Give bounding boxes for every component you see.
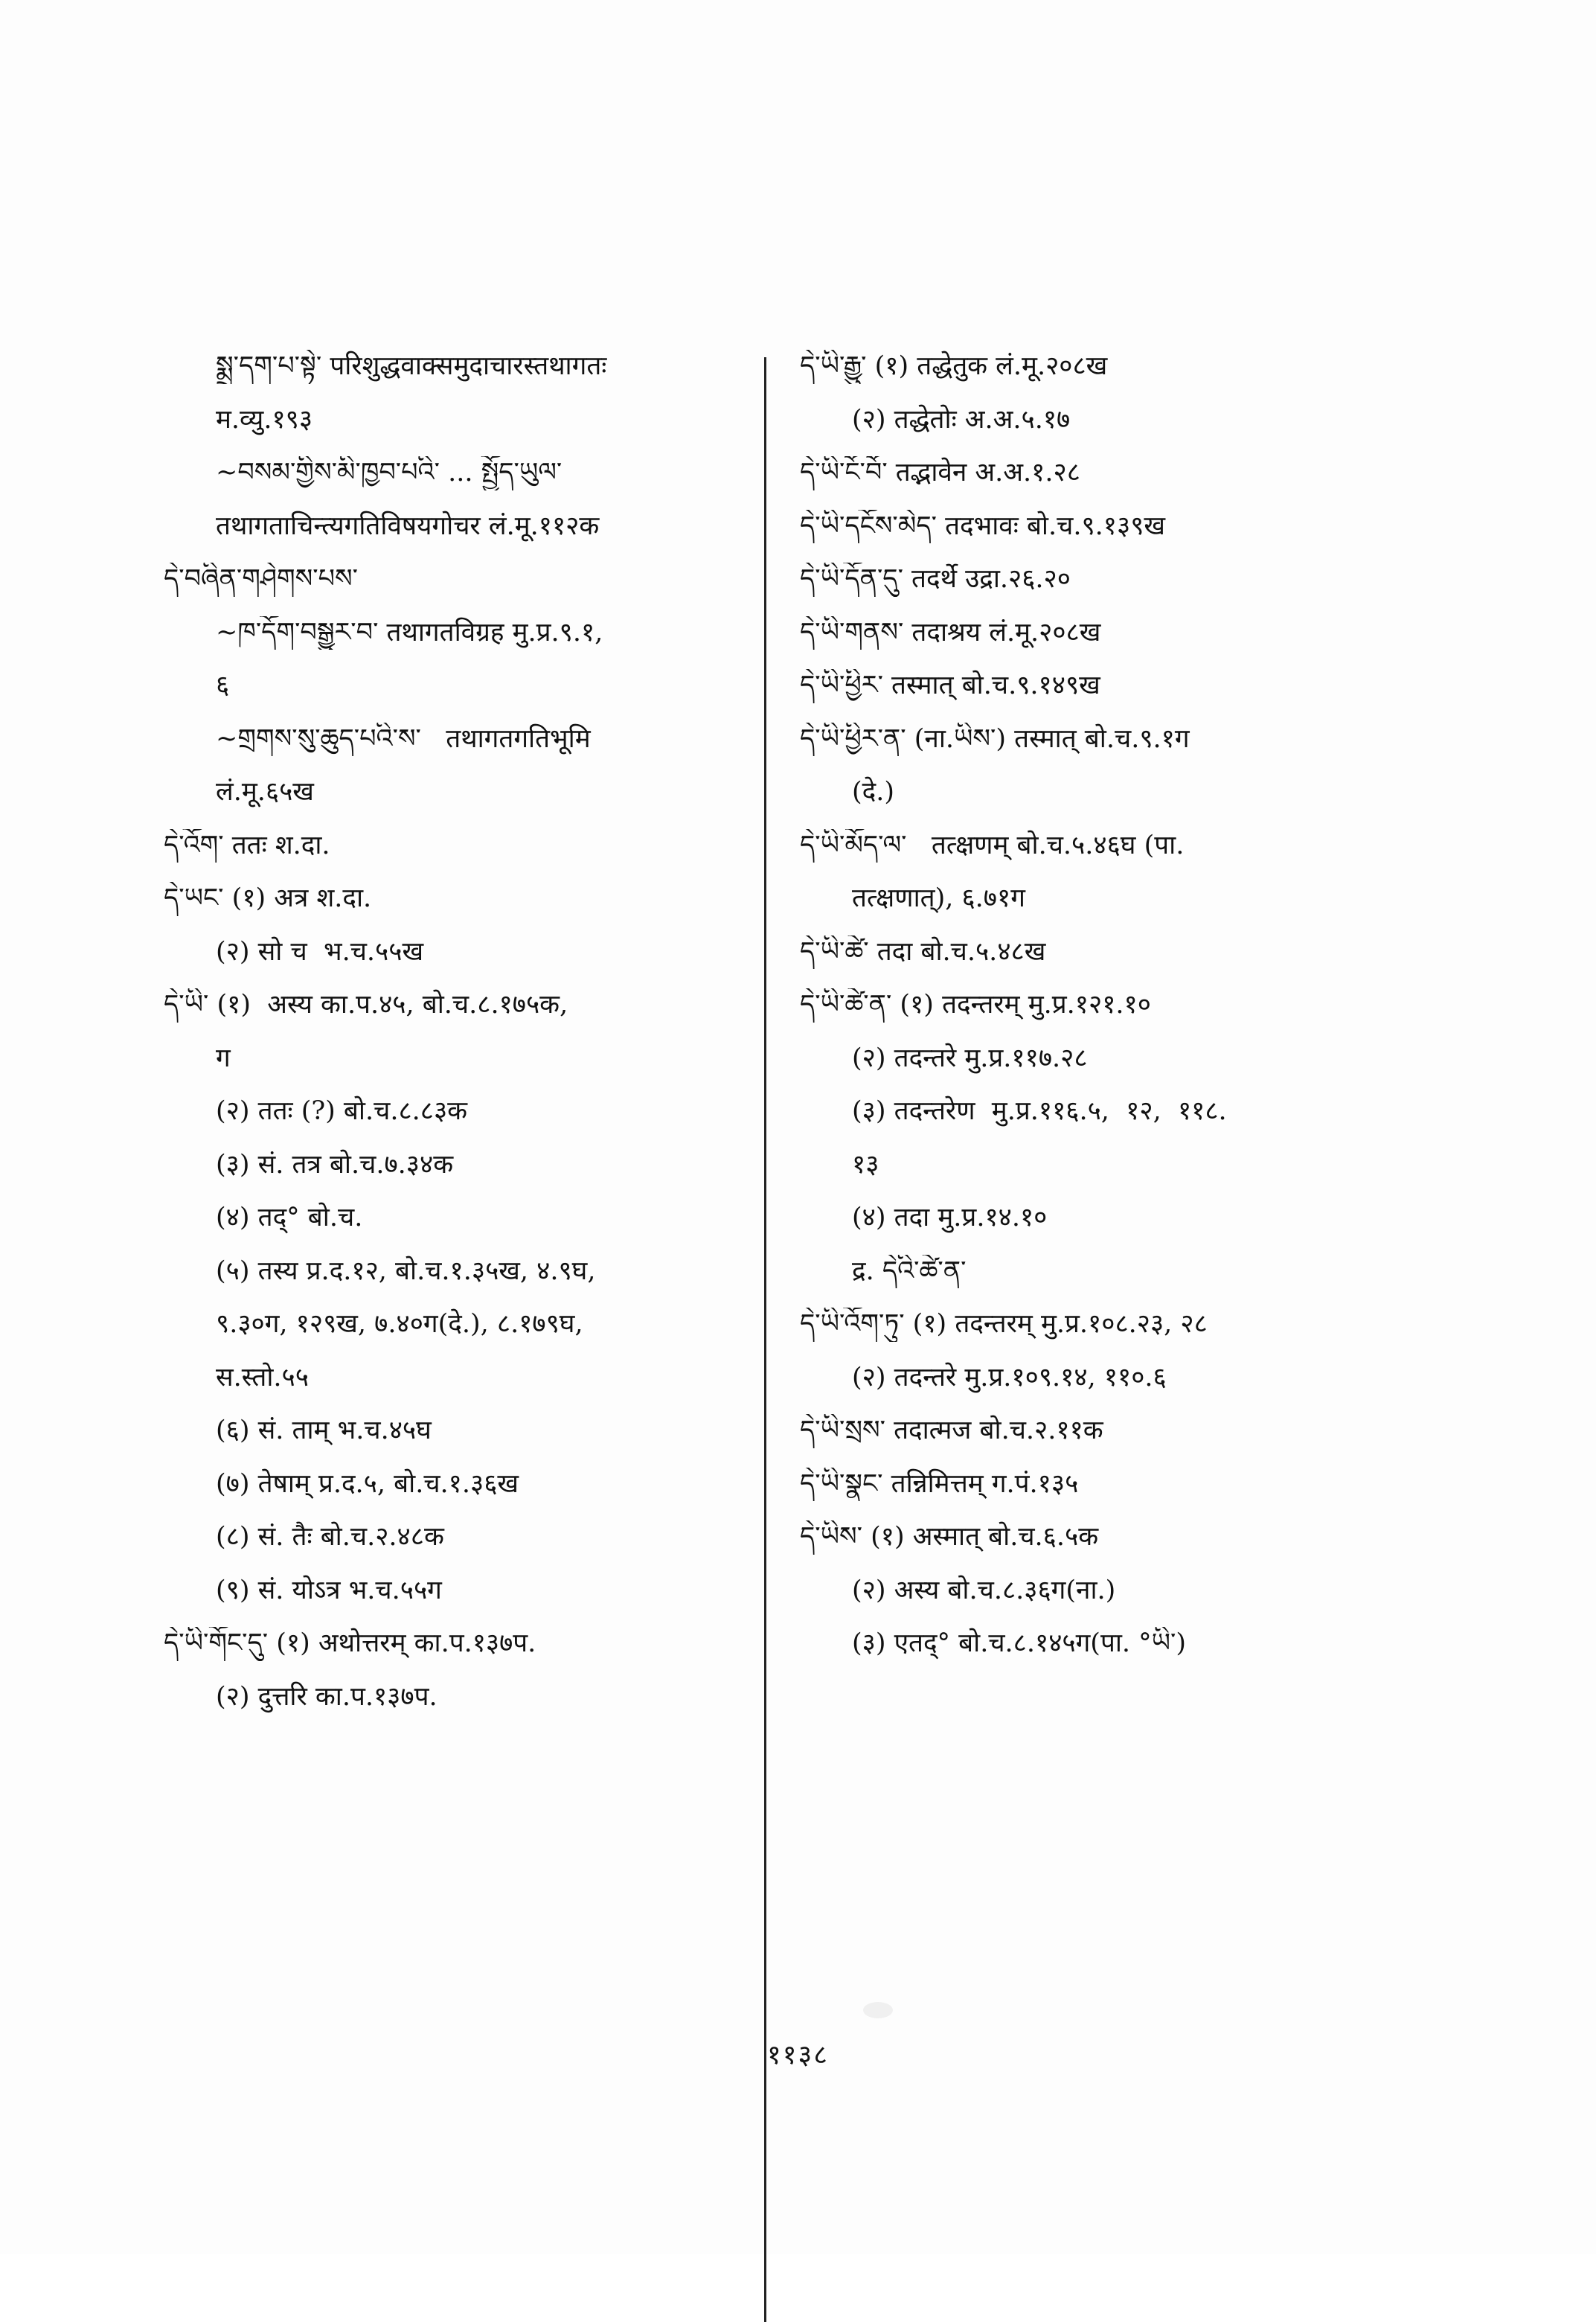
dictionary-sense-line: (८) सं. तैः बो.च.२.४८क [216,1522,444,1552]
page-number: ११३८ [767,2040,829,2070]
dictionary-sense-line: (४) तद्° बो.च. [216,1203,363,1232]
dictionary-headword-line: དེ་ཡི་རྒྱུ་ (१) तद्धेतुक लं.मू.२०८ख [800,351,1108,381]
dictionary-sense-line: ~བསམ་གྱིས་མི་ཁྱབ་པའི་ ... སྤྱོད་ཡུལ་ [216,458,563,487]
dictionary-headword-line: དེ་ཡི་གོང་དུ་ (१) अथोत्तरम् का.प.१३७प. [164,1628,536,1658]
left-column [164,350,759,1733]
dictionary-headword-line: དེ་ཡི་ཕྱིར་ तस्मात् बो.च.९.१४९ख [800,671,1100,700]
dictionary-sense-line: (४) तदा मु.प्र.१४.१० [852,1203,1048,1232]
dictionary-headword-line: དེ་ཡི་ངོ་བོ་ तद्भावेन अ.अ.१.२८ [800,458,1080,487]
dictionary-sense-line: སྨྲ་དག་པ་སྟེ་ परिशुद्धवाक्समुदाचारस्तथागतः [216,351,607,381]
dictionary-headword-line: དེ་ཡི་ (१) अस्य का.प.४५, बो.च.८.१७५क, [164,990,568,1020]
dictionary-headword-line: དེ་ཡིས་ (१) अस्मात् बो.च.६.५क [800,1522,1099,1552]
dictionary-sense-line: (३) सं. तत्र बो.च.७.३४क [216,1149,454,1180]
dictionary-headword-line: དེ་ཡི་གནས་ तदाश्रय लं.मू.२०८ख [800,617,1101,647]
dictionary-headword-line: དེ་ཡི་དོན་དུ་ तदर्थे उद्रा.२६.२० [800,564,1071,594]
dictionary-headword-line: དེ་ཡི་སྲས་ तदात्मज बो.च.२.११क [800,1416,1103,1445]
dictionary-sense-line: (२) तदन्तरे मु.प्र.११७.२८ [852,1043,1088,1073]
dictionary-headword-line: དེ་ཡི་དངོས་མེད་ तदभावः बो.च.९.१३९ख [800,511,1166,541]
dictionary-headword-line: དེ་ཡི་ཚེ་ན་ (१) तदन्तरम् मु.प्र.१२१.१० [800,990,1151,1020]
dictionary-sense-line: (२) ततः (?) बो.च.८.८३क [216,1096,468,1126]
dictionary-sense-line: ९.३०ग, १२९ख, ७.४०ग(दे.), ८.१७९घ, [216,1309,583,1339]
dictionary-sense-line: तथागताचिन्त्यगतिविषयगोचर लं.मू.११२क [216,511,600,541]
dictionary-sense-line: ~གྲགས་སུ་ཆུད་པའི་ས་ तथागतगतिभूमि [216,723,591,754]
right-column [800,350,1403,1680]
dictionary-sense-line: ग [216,1043,231,1073]
dictionary-headword-line: དེ་ཡི་སྣང་ तन्निमित्तम् ग.पं.१३५ [800,1468,1079,1499]
dictionary-sense-line: (७) तेषाम् प्र.द.५, बो.च.१.३६ख [216,1468,519,1499]
dictionary-headword-line: དེ་ཡང་ (१) अत्र श.दा. [164,883,372,913]
dictionary-sense-line: १३ [852,1149,879,1180]
dictionary-headword-line: དེ་བཞིན་གཤེགས་པས་ [164,564,359,594]
dictionary-sense-line: (३) एतद्° बो.च.८.१४५ग(पा. °ཡི་) [852,1628,1187,1658]
dictionary-sense-line: (२) सो च भ.च.५५ख [216,936,424,967]
dictionary-sense-line: ६ [216,671,230,700]
dictionary-headword-line: དེ་ཡི་ཕྱིར་ན་ (ना.ཡིས་) तस्मात् बो.च.९.१ग [800,723,1190,754]
dictionary-sense-line: (२) तद्धेतोः अ.अ.५.१७ [852,404,1071,435]
dictionary-headword-line: དེ་ཡི་མོད་ལ་ तत्क्षणम् बो.च.५.४६घ (पा. [800,830,1185,860]
dictionary-sense-line: (५) तस्य प्र.द.१२, बो.च.१.३५ख, ४.९घ, [216,1256,596,1286]
dictionary-headword-line: དེ་ཡི་ཚེ་ तदा बो.च.५.४८ख [800,936,1046,967]
dictionary-sense-line: (२) तदन्तरे मु.प्र.१०९.१४, ११०.६ [852,1362,1167,1392]
scan-smudge [863,2002,893,2018]
dictionary-sense-line: ~ཁ་དོག་བསྒྱུར་བ་ तथागतविग्रह मु.प्र.९.१, [216,617,603,647]
dictionary-sense-line: म.व्यु.१९३ [216,404,313,435]
column-divider [764,357,766,2322]
dictionary-sense-line: लं.मू.६५ख [216,777,314,807]
dictionary-sense-line: तत्क्षणात्), ६.७१ग [852,883,1025,913]
dictionary-sense-line: (२) दुत्तरि का.प.१३७प. [216,1681,438,1712]
dictionary-sense-line: (३) तदन्तरेण मु.प्र.११६.५, १२, ११८. [852,1096,1227,1126]
dictionary-sense-line: (२) अस्य बो.च.८.३६ग(ना.) [852,1575,1116,1605]
dictionary-sense-line: द्र. དེའི་ཚེ་ན་ [852,1256,967,1286]
dictionary-sense-line: स.स्तो.५५ [216,1362,309,1392]
dictionary-sense-line: (६) सं. ताम् भ.च.४५घ [216,1416,432,1445]
dictionary-headword-line: དེ་འོག་ ततः श.दा. [164,830,330,860]
dictionary-sense-line: (दे.) [852,777,895,807]
dictionary-headword-line: དེ་ཡི་འོག་ཏུ་ (१) तदन्तरम् मु.प्र.१०८.२३, २८ [800,1309,1208,1339]
dictionary-sense-line: (९) सं. योऽत्र भ.च.५५ग [216,1575,442,1605]
